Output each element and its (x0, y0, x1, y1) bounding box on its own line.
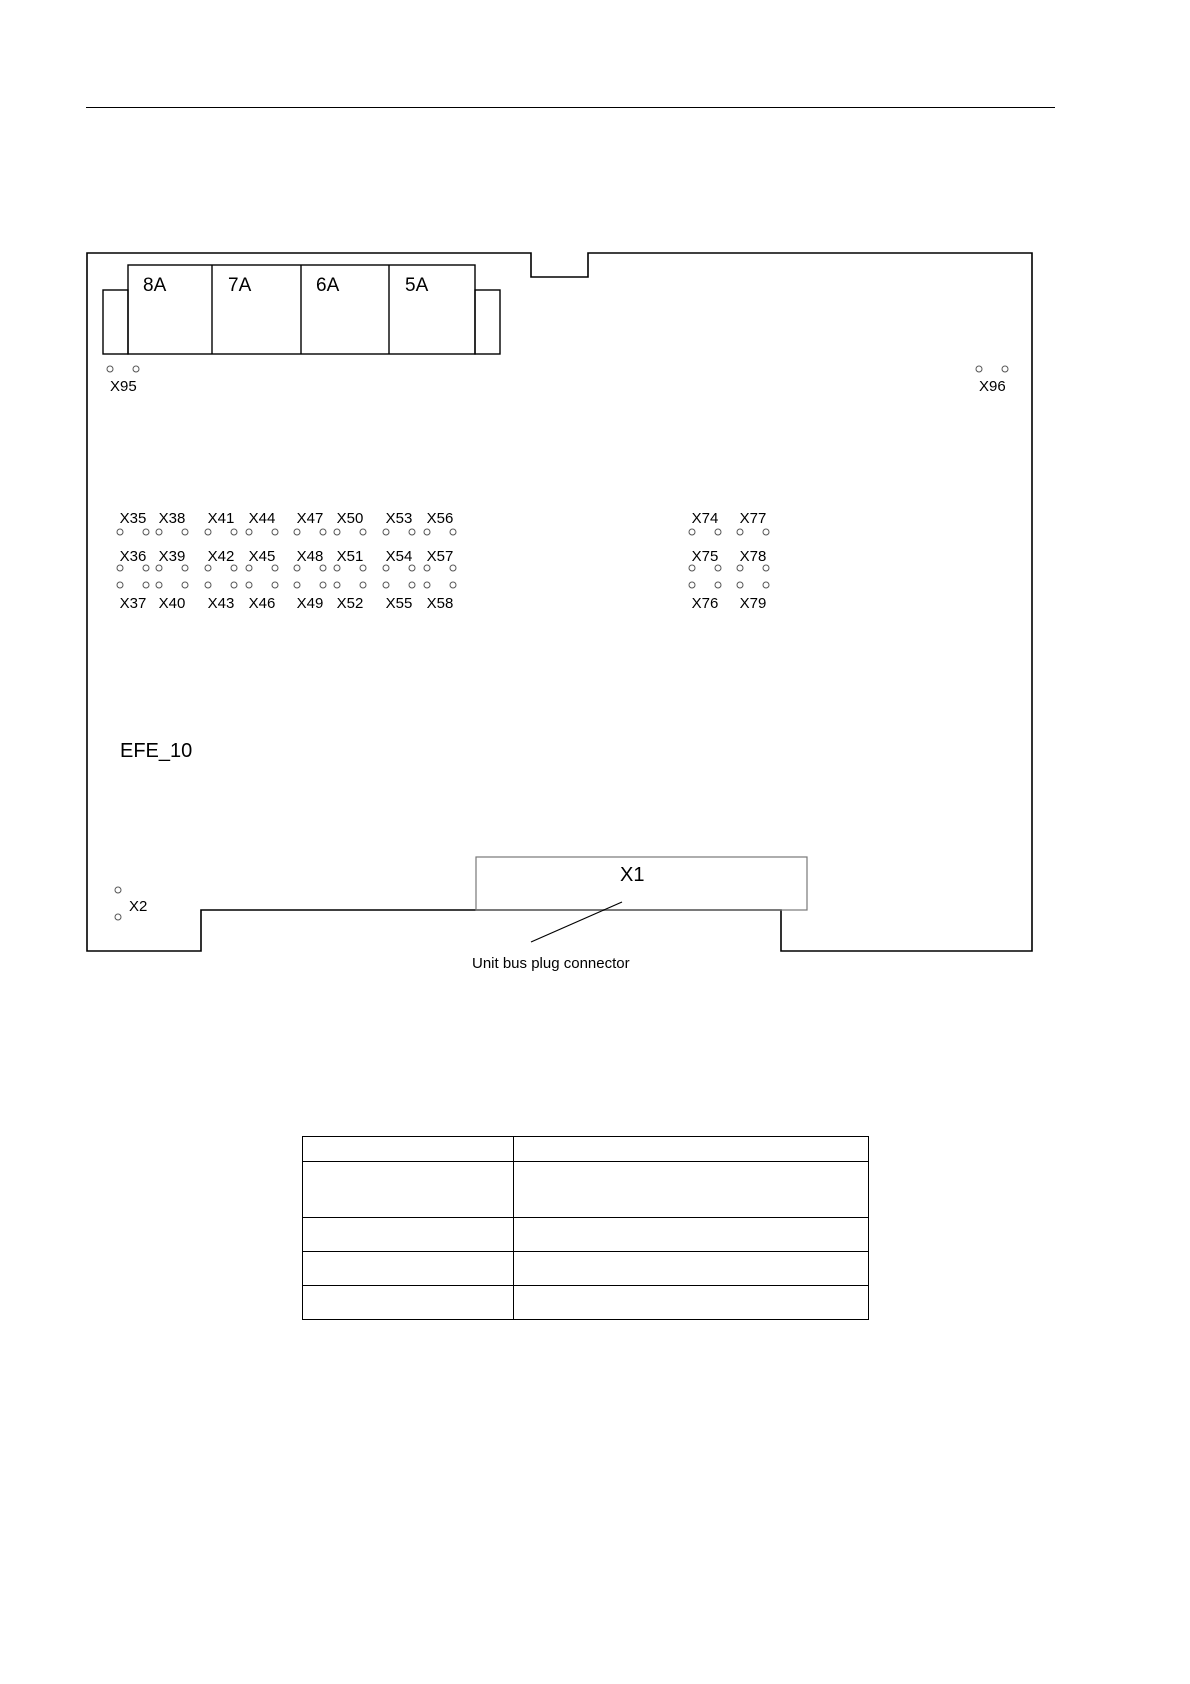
table-cell (514, 1218, 869, 1252)
pin (763, 565, 769, 571)
pin (231, 565, 237, 571)
pin (320, 529, 326, 535)
connector-label-x46: X46 (248, 595, 276, 612)
table-cell (514, 1162, 869, 1218)
connector-label-x57: X57 (426, 548, 454, 565)
connector-label-x54: X54 (385, 548, 413, 565)
connector-label-x79: X79 (739, 595, 767, 612)
pin (320, 582, 326, 588)
table-cell (303, 1286, 514, 1320)
pin (383, 529, 389, 535)
table-cell (303, 1162, 514, 1218)
pin (320, 565, 326, 571)
pin (156, 582, 162, 588)
connector-label-x37: X37 (119, 595, 147, 612)
pin (763, 582, 769, 588)
board-name: EFE_10 (120, 740, 193, 762)
pin (763, 529, 769, 535)
connector-label-x38: X38 (158, 510, 186, 527)
pin (383, 565, 389, 571)
pin (205, 565, 211, 571)
pin (334, 582, 340, 588)
connector-label-x47: X47 (296, 510, 324, 527)
pin (689, 582, 695, 588)
pin (450, 582, 456, 588)
pin (272, 565, 278, 571)
pin (117, 582, 123, 588)
pin (117, 529, 123, 535)
pin (424, 529, 430, 535)
pin (143, 565, 149, 571)
pin (294, 529, 300, 535)
connector-label-x42: X42 (207, 548, 235, 565)
slot-label: 7A (228, 275, 252, 296)
connector-label-x95: X95 (110, 378, 137, 395)
pin (231, 582, 237, 588)
slot-label: 6A (316, 275, 340, 296)
connector-label-x52: X52 (336, 595, 364, 612)
pin (294, 565, 300, 571)
connector-label-x43: X43 (207, 595, 235, 612)
pin (107, 366, 113, 372)
connector-label-x55: X55 (385, 595, 413, 612)
pin (689, 529, 695, 535)
pin (424, 565, 430, 571)
pin (115, 887, 121, 893)
connector-label-x45: X45 (248, 548, 276, 565)
pin (360, 565, 366, 571)
table-row (303, 1252, 869, 1286)
pin (450, 529, 456, 535)
pin (272, 582, 278, 588)
pin (133, 366, 139, 372)
connector-label-x58: X58 (426, 595, 454, 612)
pin (715, 565, 721, 571)
pin (360, 529, 366, 535)
table-cell (303, 1252, 514, 1286)
pin (156, 529, 162, 535)
connector-label-x49: X49 (296, 595, 324, 612)
pin (143, 529, 149, 535)
table-row (303, 1218, 869, 1252)
pin (689, 565, 695, 571)
pin (360, 582, 366, 588)
connector-label-x77: X77 (739, 510, 767, 527)
pin (294, 582, 300, 588)
pin (182, 582, 188, 588)
pin (231, 529, 237, 535)
connector-label-x74: X74 (691, 510, 719, 527)
pin (334, 529, 340, 535)
pin (409, 565, 415, 571)
connector-label-x75: X75 (691, 548, 719, 565)
connector-label-x2: X2 (129, 898, 148, 915)
table-cell (514, 1286, 869, 1320)
connector-label-x44: X44 (248, 510, 276, 527)
pin (205, 529, 211, 535)
table-cell (303, 1218, 514, 1252)
connector-label-x78: X78 (739, 548, 767, 565)
pin (409, 529, 415, 535)
table-row (303, 1137, 869, 1162)
table-cell (514, 1137, 869, 1162)
connector-label-x50: X50 (336, 510, 364, 527)
pin (737, 565, 743, 571)
bus-connector-caption: Unit bus plug connector (472, 955, 630, 972)
bus-connector-label: X1 (620, 864, 645, 886)
pin (115, 914, 121, 920)
slot-label: 5A (405, 275, 429, 296)
connector-label-x41: X41 (207, 510, 235, 527)
pin (450, 565, 456, 571)
connector-label-x96: X96 (979, 378, 1006, 395)
pin (334, 565, 340, 571)
pin (182, 529, 188, 535)
connector-label-x40: X40 (158, 595, 186, 612)
pin (143, 582, 149, 588)
pin (246, 529, 252, 535)
pin (246, 565, 252, 571)
pin (409, 582, 415, 588)
connector-label-x48: X48 (296, 548, 324, 565)
pin (1002, 366, 1008, 372)
pin (737, 582, 743, 588)
pin (976, 366, 982, 372)
pin (272, 529, 278, 535)
connector-label-x53: X53 (385, 510, 413, 527)
table-row (303, 1162, 869, 1218)
pin (182, 565, 188, 571)
table-cell (303, 1137, 514, 1162)
pin (117, 565, 123, 571)
table-cell (514, 1252, 869, 1286)
pin (424, 582, 430, 588)
connector-label-x39: X39 (158, 548, 186, 565)
pin (383, 582, 389, 588)
pin (156, 565, 162, 571)
connector-label-x76: X76 (691, 595, 719, 612)
pin (737, 529, 743, 535)
connector-groups (117, 510, 769, 612)
callout-line (531, 902, 622, 942)
connector-label-x56: X56 (426, 510, 454, 527)
pin (715, 529, 721, 535)
connector-label-x35: X35 (119, 510, 147, 527)
connector-label-x36: X36 (119, 548, 147, 565)
info-table (302, 1136, 869, 1320)
connector-label-x51: X51 (336, 548, 364, 565)
table-row (303, 1286, 869, 1320)
pin (246, 582, 252, 588)
pin (205, 582, 211, 588)
slot-label: 8A (143, 275, 167, 296)
pin (715, 582, 721, 588)
